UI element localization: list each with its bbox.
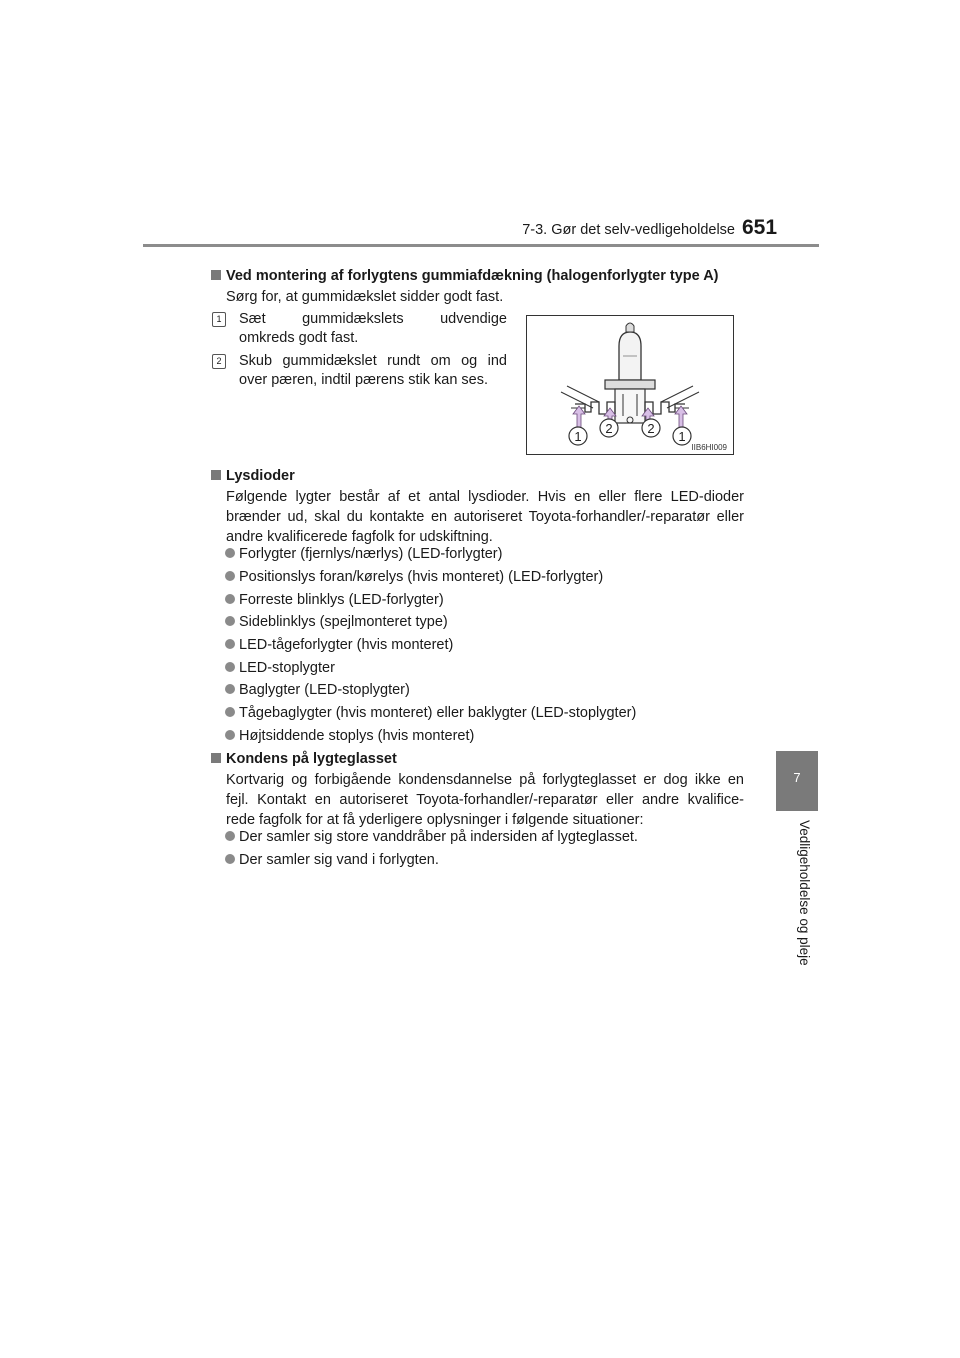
bullet-dot-icon (225, 831, 235, 841)
step-2-text: Skub gummidækslet rundt om og ind over pæren, indtil pærens stik kan ses. (239, 353, 507, 388)
list-item: Forreste blinklys (LED-forlygter) (225, 591, 444, 610)
figure-label-1a: 1 (574, 429, 582, 444)
square-bullet-icon (211, 753, 221, 763)
bullet-dot-icon (225, 639, 235, 649)
bullet-dot-icon (225, 730, 235, 740)
bullet-dot-icon (225, 548, 235, 558)
bullet-dot-icon (225, 684, 235, 694)
bullet-dot-icon (225, 571, 235, 581)
figure-code: IIB6HI009 (691, 443, 727, 452)
figure-label-2b: 2 (647, 421, 655, 436)
list-item: Tågebaglygter (hvis monteret) eller baklygter (LED-stoplygter) (225, 704, 636, 723)
bullet-dot-icon (225, 594, 235, 604)
step-number-badge: 1 (212, 312, 226, 327)
list-item: Der samler sig vand i forlygten. (225, 851, 439, 870)
bullet-dot-icon (225, 662, 235, 672)
list-item: LED-stoplygter (225, 659, 335, 678)
list-item: Sideblinklys (spejlmonteret type) (225, 613, 448, 632)
gummi-intro: Sørg for, at gummidækslet sidder godt fast. (226, 289, 504, 305)
header-divider (143, 244, 819, 247)
square-bullet-icon (211, 470, 221, 480)
bullet-dot-icon (225, 854, 235, 864)
chapter-title: Vedligeholdelse og pleje (797, 820, 812, 966)
step-1-text: Sæt gummidækslets udvendige omkreds godt fast. (239, 311, 507, 346)
section-heading-lysdioder: Lysdioder (211, 467, 295, 486)
bulb-tip-shape (626, 323, 634, 332)
list-item: Positionslys foran/kørelys (hvis monteret) (LED-forlygter) (225, 568, 603, 587)
bullet-dot-icon (225, 707, 235, 717)
lysdioder-paragraph: Følgende lygter består af et antal lysdioder. Hvis en eller flere LED-dioder brænder ud, skal du kontakte en autoriseret Toyota-forhandler/-reparatør eller andre kvalificerede fagfolk for udskiftning. (226, 489, 744, 545)
square-bullet-icon (211, 270, 221, 280)
list-item: Baglygter (LED-stoplygter) (225, 681, 410, 700)
figure-label-2a: 2 (605, 421, 613, 436)
list-item: Der samler sig store vanddråber på indersiden af lygteglasset. (225, 828, 638, 847)
list-item: Højtsiddende stoplys (hvis monteret) (225, 727, 474, 746)
bulb-flange-shape (605, 380, 655, 389)
list-item: LED-tågeforlygter (hvis monteret) (225, 636, 453, 655)
section-heading-gummi: Ved montering af forlygtens gummiafdækning (halogenforlygter type A) (211, 267, 719, 286)
section-heading-kondens: Kondens på lygteglasset (211, 750, 397, 769)
chapter-number: 7 (793, 770, 801, 785)
step-number-badge: 2 (212, 354, 226, 369)
figure-label-1b: 1 (678, 429, 686, 444)
bulb-base-shape (615, 389, 645, 423)
kondens-paragraph: Kortvarig og forbigående kondensdannelse på forlygteglasset er dog ikke en fejl. Kontakt en autoriseret Toyota-forhandler/-reparatør eller andre kvalifice- rede fagfolk for at få yderligere oplysninger i følgende situationer: (226, 772, 744, 828)
bullet-dot-icon (225, 616, 235, 626)
list-item: Forlygter (fjernlys/nærlys) (LED-forlygter) (225, 545, 502, 564)
header-section-title: 7-3. Gør det selv-vedligeholdelse (522, 222, 735, 238)
page-number: 651 (742, 216, 778, 239)
halogen-bulb-rubber-cover-figure (526, 315, 734, 455)
bulb-illustration (527, 316, 733, 454)
